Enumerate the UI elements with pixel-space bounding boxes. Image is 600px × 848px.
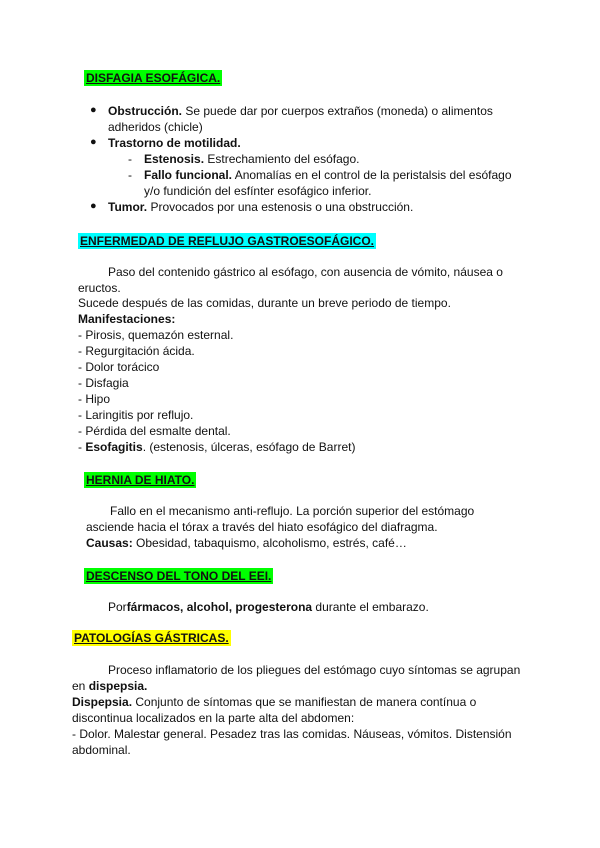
list-item: - Regurgitación ácida. xyxy=(78,344,195,358)
heading-gastricas xyxy=(72,631,231,646)
gastricas-sintomas: - Dolor. Malestar general. Pesadez tras las comidas. Náuseas, vómitos. Distensión xyxy=(72,727,512,741)
gastricas-para: Proceso inflamatorio de los pliegues del estómago cuyo síntomas se agrupan xyxy=(108,663,521,677)
list-item: - Hipo xyxy=(78,392,111,406)
hernia-causas: Causas: Obesidad, tabaquismo, alcoholismo, estrés, café… xyxy=(86,536,407,550)
reflujo-para1: Paso del contenido gástrico al esófago, con ausencia de vómito, náusea o xyxy=(108,265,503,279)
heading-disfagia xyxy=(84,71,222,86)
disfagia-item-obstruccion-cont: adheridos (chicle) xyxy=(108,120,203,134)
disfagia-sub-fallo-cont: y/o fundición del esfínter esofágico inferior. xyxy=(144,184,372,198)
reflujo-para2: Sucede después de las comidas, durante un breve periodo de tiempo. xyxy=(78,296,451,310)
heading-hernia-text: HERNIA DE HIATO. xyxy=(86,473,195,487)
heading-reflujo xyxy=(78,234,376,249)
dash-icon: - xyxy=(128,152,132,166)
reflujo-para1-cont: eructos. xyxy=(78,281,121,295)
list-item: - Pirosis, quemazón esternal. xyxy=(78,328,234,342)
heading-descenso-text: DESCENSO DEL TONO DEL EEI. xyxy=(86,569,272,583)
bullet-icon: ● xyxy=(90,200,97,212)
list-item-esofagitis: - Esofagitis. (estenosis, úlceras, esófago de Barret) xyxy=(78,440,356,454)
disfagia-item-obstruccion: Obstrucción. Se puede dar por cuerpos extraños (moneda) o alimentos xyxy=(108,104,493,118)
gastricas-para-cont: en dispepsia. xyxy=(72,679,148,693)
descenso-para: Porfármacos, alcohol, progesterona durante el embarazo. xyxy=(108,600,429,614)
disfagia-sub-fallo: Fallo funcional. Anomalías en el control de la peristalsis del esófago xyxy=(144,168,512,182)
reflujo-manifestaciones-label: Manifestaciones: xyxy=(78,312,176,326)
dash-icon: - xyxy=(128,168,132,182)
list-item: - Disfagia xyxy=(78,376,129,390)
gastricas-sintomas-cont: abdominal. xyxy=(72,743,131,757)
heading-disfagia-text: DISFAGIA ESOFÁGICA. xyxy=(86,71,221,85)
list-item: - Laringitis por reflujo. xyxy=(78,408,194,422)
disfagia-item-motilidad: Trastorno de motilidad. xyxy=(108,136,241,150)
disfagia-sub-estenosis: Estenosis. Estrechamiento del esófago. xyxy=(144,152,360,166)
heading-gastricas-text: PATOLOGÍAS GÁSTRICAS. xyxy=(74,631,229,645)
list-item: - Dolor torácico xyxy=(78,360,160,374)
hernia-para: Fallo en el mecanismo anti-reflujo. La porción superior del estómago xyxy=(110,504,475,518)
gastricas-dispepsia: Dispepsia. Conjunto de síntomas que se manifiestan de manera contínua o xyxy=(72,695,477,709)
disfagia-item-tumor: Tumor. Provocados por una estenosis o una obstrucción. xyxy=(108,200,414,214)
heading-hernia xyxy=(84,473,196,488)
heading-descenso xyxy=(84,569,273,584)
gastricas-dispepsia-cont: discontinua localizados en la parte alta del abdomen: xyxy=(72,711,355,725)
hernia-para-cont: asciende hacia el tórax a través del hiato esofágico del diafragma. xyxy=(86,520,438,534)
list-item: - Pérdida del esmalte dental. xyxy=(78,424,231,438)
bullet-icon: ● xyxy=(90,136,97,148)
bullet-icon: ● xyxy=(90,104,97,116)
heading-reflujo-text: ENFERMEDAD DE REFLUJO GASTROESOFÁGICO. xyxy=(80,234,375,248)
